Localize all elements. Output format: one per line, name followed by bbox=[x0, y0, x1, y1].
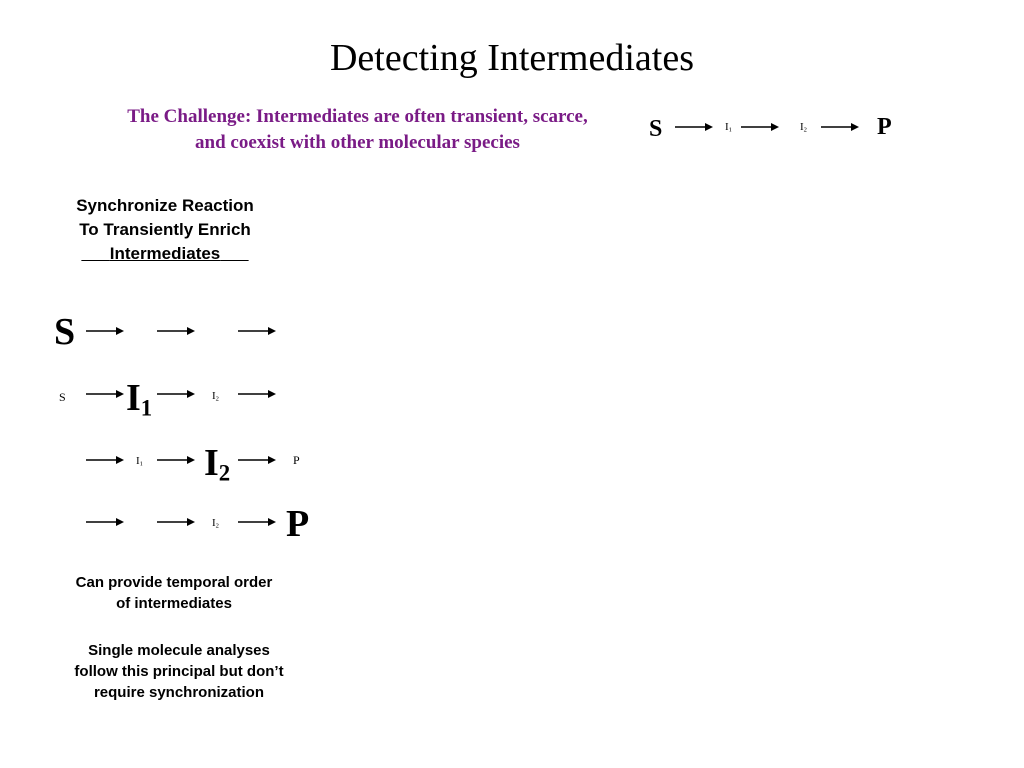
challenge-line-1: The Challenge: Intermediates are often transient, scarce, bbox=[127, 106, 588, 127]
single-line-3: require synchronization bbox=[93, 684, 265, 701]
temporal-line-2: of intermediates bbox=[116, 595, 232, 612]
top-s-label: S bbox=[649, 116, 663, 142]
arrow-icon bbox=[157, 516, 195, 528]
reaction-row-4 bbox=[0, 500, 400, 560]
row3-i2-letter: I bbox=[204, 442, 219, 484]
row4-i2-letter: I bbox=[212, 517, 216, 529]
row3-p-label: P bbox=[293, 453, 300, 467]
row3-i1-letter: I bbox=[136, 455, 140, 467]
sync-line-3 bbox=[40, 242, 290, 266]
single-line-2: follow this principal but don’t bbox=[74, 663, 284, 680]
top-i1-subscript: 1 bbox=[728, 126, 732, 134]
slide-title: Detecting Intermediates bbox=[329, 37, 694, 79]
arrow-icon bbox=[86, 325, 124, 337]
row3-i2-subscript: 2 bbox=[218, 460, 231, 486]
row4-p-label: P bbox=[286, 503, 310, 545]
arrow-icon bbox=[157, 454, 195, 466]
arrow-icon bbox=[238, 388, 276, 400]
row4-i2-label bbox=[212, 517, 219, 530]
arrow-icon bbox=[157, 325, 195, 337]
row2-i2-label bbox=[212, 390, 219, 403]
temporal-order-note bbox=[40, 572, 308, 614]
row2-i1-subscript: 1 bbox=[140, 395, 153, 421]
arrow-icon bbox=[86, 388, 124, 400]
top-reaction-scheme bbox=[0, 0, 1024, 200]
row4-i2-subscript: 2 bbox=[215, 522, 219, 530]
single-line-1: Single molecule analyses bbox=[88, 642, 270, 659]
single-molecule-note bbox=[40, 640, 318, 703]
row3-i1-label bbox=[136, 455, 143, 468]
row3-i2-label bbox=[204, 441, 230, 487]
row2-i2-subscript: 2 bbox=[215, 395, 219, 403]
reaction-row-3 bbox=[0, 435, 400, 495]
reaction-row-2 bbox=[0, 370, 400, 430]
synchronize-heading bbox=[40, 194, 290, 266]
temporal-line-1: Can provide temporal order bbox=[75, 574, 273, 591]
sync-line-3-text: Intermediates bbox=[109, 244, 221, 263]
arrow-icon bbox=[238, 516, 276, 528]
row2-i2-letter: I bbox=[212, 390, 216, 402]
top-i2-letter: I bbox=[800, 121, 804, 133]
sync-line-1: Synchronize Reaction bbox=[76, 196, 254, 215]
reaction-row-1 bbox=[0, 300, 400, 360]
arrow-icon bbox=[86, 454, 124, 466]
challenge-line-2: and coexist with other molecular species bbox=[195, 132, 520, 153]
top-i2-label bbox=[800, 121, 807, 134]
row1-s-label: S bbox=[54, 311, 76, 353]
arrow-icon bbox=[675, 121, 713, 133]
arrow-icon bbox=[238, 325, 276, 337]
top-i2-subscript: 2 bbox=[803, 126, 807, 134]
row2-i1-label bbox=[126, 376, 152, 422]
row3-i1-subscript: 1 bbox=[139, 460, 143, 468]
arrow-icon bbox=[238, 454, 276, 466]
top-p-label: P bbox=[877, 114, 892, 140]
sync-line-2: To Transiently Enrich bbox=[79, 220, 251, 239]
arrow-icon bbox=[157, 388, 195, 400]
row2-i1-letter: I bbox=[126, 377, 141, 419]
arrow-icon bbox=[741, 121, 779, 133]
top-i1-letter: I bbox=[725, 121, 729, 133]
top-i1-label bbox=[725, 121, 732, 134]
row2-s-label: S bbox=[59, 390, 66, 404]
arrow-icon bbox=[821, 121, 859, 133]
arrow-icon bbox=[86, 516, 124, 528]
